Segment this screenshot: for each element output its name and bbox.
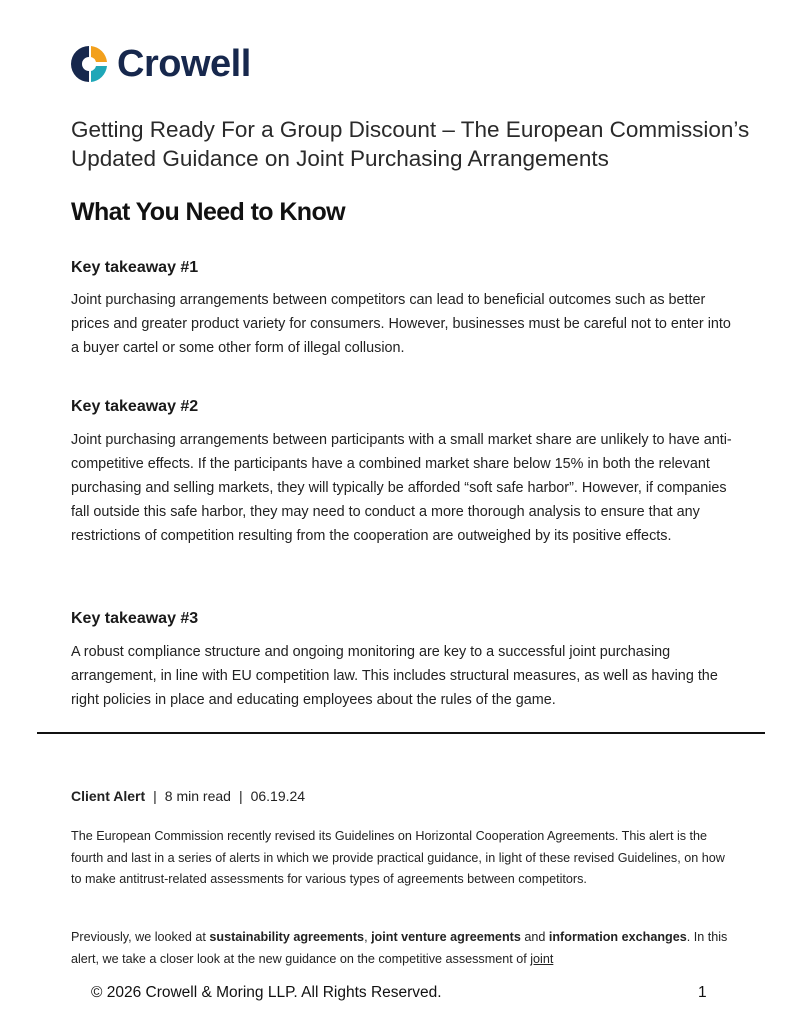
logo-wordmark: Crowell bbox=[117, 43, 251, 85]
intro-paragraph-2 bbox=[71, 927, 735, 970]
takeaway-3-body: A robust compliance structure and ongoing monitoring are key to a successful joint purchasing arrangement, in line with EU competition law. This includes structural measures, as well as having the right policies in place and educating employees about the rules of the game. bbox=[71, 644, 718, 708]
crowell-logo bbox=[71, 44, 251, 84]
intro-paragraph-1: The European Commission recently revised its Guidelines on Horizontal Cooperation Agreements. This alert is the fourth and last in a series of alerts in which we provide practical guidance, in light of these revised Guidelines, on how to make antitrust-related assessments for various types of agreements between competitors. bbox=[71, 829, 725, 886]
footer-copyright: © 2026 Crowell & Moring LLP. All Rights Reserved. bbox=[91, 984, 442, 1001]
takeaway-2-heading: Key takeaway #2 bbox=[71, 398, 199, 415]
intro-text: Previously, we looked at bbox=[71, 930, 210, 944]
article-type: Client Alert bbox=[71, 788, 146, 804]
link-joint-purchasing[interactable]: joint bbox=[530, 951, 554, 966]
link-information-exchanges[interactable]: information exchanges bbox=[548, 930, 687, 944]
intro-text: . In this alert, we take a closer look at the new guidance on the competitive assessment of bbox=[71, 930, 728, 966]
link-sustainability-agreements[interactable]: sustainability agreements bbox=[209, 930, 365, 944]
link-joint-venture-agreements[interactable]: joint venture agreements bbox=[371, 930, 521, 944]
document-title: Getting Ready For a Group Discount – The European Commission’s Updated Guidance on Joint Purchasing Arrangements bbox=[71, 117, 750, 171]
takeaway-1-body: Joint purchasing arrangements between competitors can lead to beneficial outcomes such as better prices and greater product variety for consumers. However, businesses must be careful not to enter into a buyer cartel or some other form of illegal collusion. bbox=[71, 292, 731, 356]
meta-separator: | bbox=[153, 788, 157, 804]
takeaway-1-heading: Key takeaway #1 bbox=[71, 259, 199, 276]
crowell-logo-mark-icon bbox=[71, 44, 107, 84]
page-number: 1 bbox=[698, 984, 707, 1001]
takeaway-2-body: Joint purchasing arrangements between participants with a small market share are unlikely to have anti-competitive effects. If the participants have a combined market share below 15% in both the relevant purchasing and selling markets, they will typically be afforded “soft safe harbor”. However, if companies fall outside this safe harbor, they may need to conduct a more thorough analysis to ensure that any restrictions of competition resulting from the cooperation are outweighed by its positive effects. bbox=[71, 432, 732, 544]
section-heading: What You Need to Know bbox=[71, 198, 345, 226]
takeaway-3-heading: Key takeaway #3 bbox=[71, 610, 199, 627]
section-divider bbox=[37, 732, 765, 734]
publish-date: 06.19.24 bbox=[250, 788, 306, 804]
intro-text: , bbox=[364, 930, 372, 944]
meta-separator: | bbox=[238, 788, 243, 804]
read-time: 8 min read bbox=[164, 788, 231, 804]
intro-text: and bbox=[520, 930, 549, 944]
article-meta bbox=[71, 788, 305, 804]
